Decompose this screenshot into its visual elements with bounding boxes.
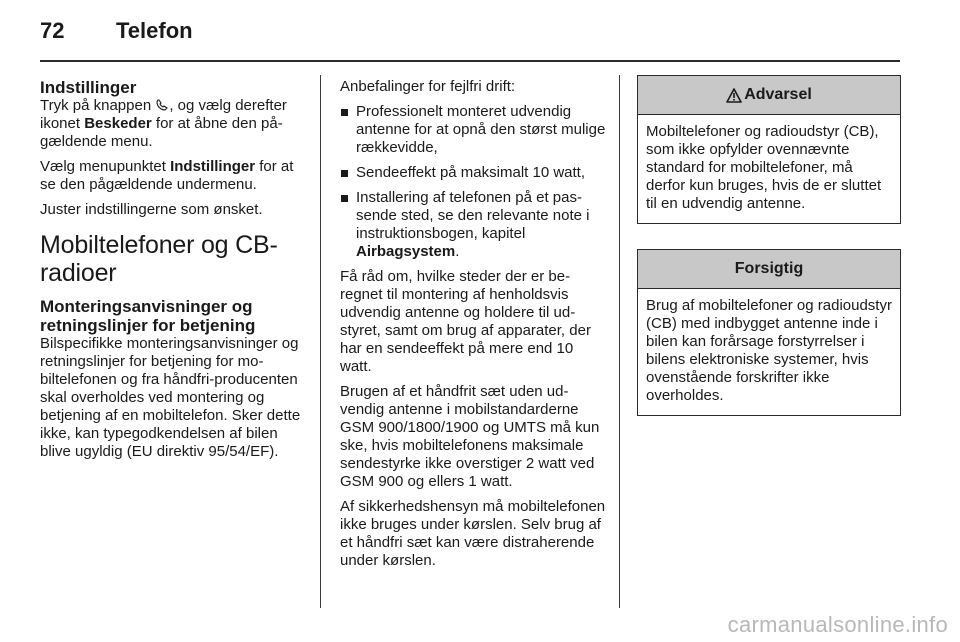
warning-triangle-icon — [726, 88, 742, 103]
caution-title: Forsigtig — [734, 260, 804, 277]
chapter-title: Mobiltelefoner og CB-radioer — [40, 231, 278, 287]
caution-box-header — [638, 250, 900, 289]
caution-body: Brug af mobiltelefoner og radioudstyr (CB) med indbygget antenne inde i bilen kan forårsage forstyrrelser i bilens elektroniske systemer, hvis ovenstående forskrifter ikke overholdes. — [646, 297, 892, 404]
column-divider-2 — [619, 75, 620, 608]
handsfree-paragraph: Brugen af et håndfrit sæt uden udvendig antenne i mobilstandarderne GSM 900/1800/1900 og UMTS må kun ske, hvis mobiltelefonens maksimale sendestyrke ikke overstiger 2 watt ved GSM 900 og ellers 1 watt. — [340, 383, 600, 490]
page-header — [40, 18, 193, 48]
column-left — [40, 78, 306, 468]
header-rule — [40, 60, 900, 62]
settings-paragraph-2: Vælg menupunktet Indstillinger for at se den pågældende undermenu. — [40, 158, 294, 193]
caution-box — [637, 249, 901, 416]
watermark: carmanualsonline.info — [727, 612, 948, 637]
warning-box — [637, 75, 901, 224]
warning-box-header — [638, 76, 900, 115]
settings-paragraph-1: Tryk på knappen , og vælg derefter ikonet Beskeder for at åbne den pågældende menu. — [40, 97, 287, 150]
advice-paragraph: Få råd om, hvilke steder der er beregnet til montering af henholdsvis udvendig antenne og holdere til udstyret, samt om brug af apparater, der har en sendeeffekt på mere end 10 watt. — [340, 268, 591, 375]
list-item: Professionelt monteret udvendig antenne for at opnå den størst mulige rækkevidde, — [340, 103, 606, 157]
warning-title: Advarsel — [744, 86, 812, 103]
column-divider-1 — [320, 75, 321, 608]
column-middle — [340, 78, 606, 577]
list-item: Sendeeffekt på maksimalt 10 watt, — [340, 164, 606, 182]
recommendations-list — [340, 103, 606, 261]
section-title: Telefon — [116, 18, 193, 43]
phone-settings-icon — [155, 98, 169, 112]
settings-paragraph-3: Juster indstillingerne som ønsket. — [40, 201, 263, 218]
settings-heading: Indstillinger — [40, 78, 137, 97]
list-item: Installering af telefonen på et passende sted, se den relevante note i instruktionsbogen, kapitel Airbagsystem. — [340, 189, 606, 261]
page-number: 72 — [40, 18, 65, 43]
install-paragraph: Bilspecifikke monteringsanvisninger og retningslinjer for betjening for mobiltelefonen og fra håndfri-producenten skal overholdes ved montering og betjening af en mobiltelefon. Sker dette ikke, kan typegodkendelsen af bilen blive ugyldig (EU direktiv 95/54/EF). — [40, 335, 301, 460]
recommendations-intro: Anbefalinger for fejlfri drift: — [340, 78, 516, 95]
safety-paragraph: Af sikkerhedshensyn må mobiltelefonen ikke bruges under kørslen. Selv brug af et håndfri sæt kan være distraherende under kørslen. — [340, 498, 606, 569]
install-heading: Monteringsanvisninger og retningslinjer for betjening — [40, 297, 256, 335]
warning-body: Mobiltelefoner og radioudstyr (CB), som ikke opfylder ovennævnte standard for mobiltelefoner, må derfor kun bruges, hvis de er sluttet til en udvendig antenne. — [646, 123, 882, 212]
